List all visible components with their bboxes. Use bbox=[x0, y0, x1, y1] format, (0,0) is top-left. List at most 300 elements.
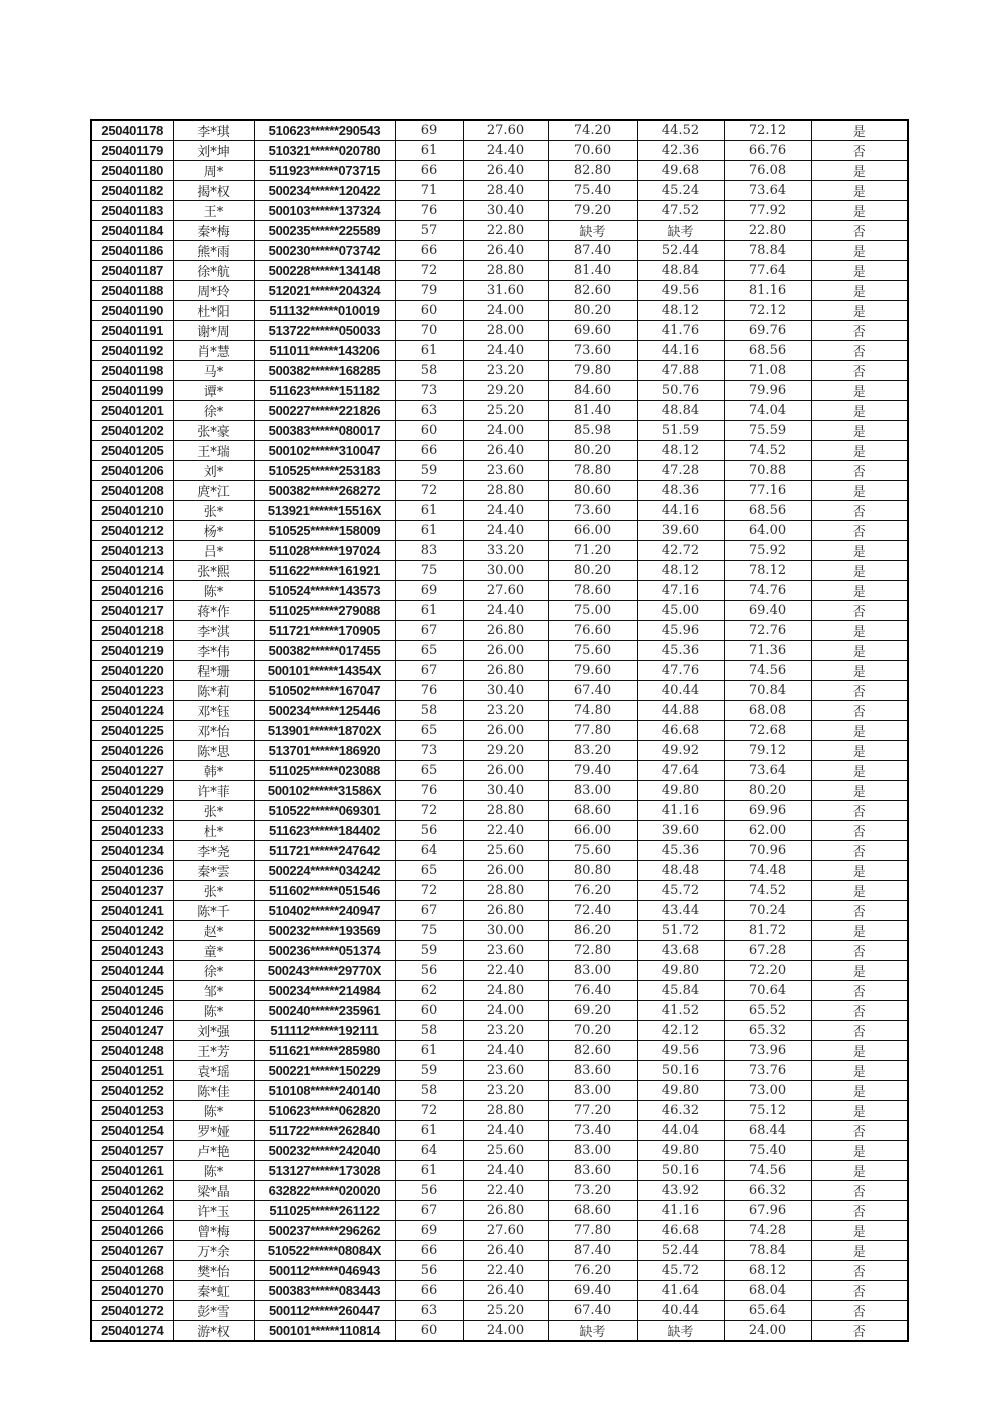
cell-score-interview: 67.40 bbox=[548, 1301, 637, 1321]
cell-candidate-id: 250401248 bbox=[91, 1041, 173, 1061]
cell-name: 揭*权 bbox=[173, 181, 254, 201]
cell-candidate-id: 250401205 bbox=[91, 441, 173, 461]
cell-score-written-weighted: 24.40 bbox=[463, 1161, 548, 1181]
cell-score-total: 75.92 bbox=[724, 541, 811, 561]
cell-candidate-id: 250401252 bbox=[91, 1081, 173, 1101]
cell-score-interview: 72.40 bbox=[548, 901, 637, 921]
cell-id-number: 510321******020780 bbox=[254, 141, 395, 161]
cell-qualified-flag: 否 bbox=[811, 321, 908, 341]
cell-id-number: 500227******221826 bbox=[254, 401, 395, 421]
table-row bbox=[91, 1221, 908, 1241]
table-row bbox=[91, 441, 908, 461]
cell-name: 刘*坤 bbox=[173, 141, 254, 161]
cell-qualified-flag: 否 bbox=[811, 841, 908, 861]
cell-score-total: 68.12 bbox=[724, 1261, 811, 1281]
cell-name: 邓*钰 bbox=[173, 701, 254, 721]
cell-score-written: 66 bbox=[395, 1281, 463, 1301]
cell-score-total: 72.20 bbox=[724, 961, 811, 981]
cell-qualified-flag: 否 bbox=[811, 901, 908, 921]
cell-score-written-weighted: 30.40 bbox=[463, 681, 548, 701]
cell-name: 肖*慧 bbox=[173, 341, 254, 361]
table-row bbox=[91, 541, 908, 561]
cell-score-written: 66 bbox=[395, 241, 463, 261]
cell-score-written-weighted: 23.20 bbox=[463, 361, 548, 381]
cell-score-interview: 80.20 bbox=[548, 441, 637, 461]
table-row bbox=[91, 1001, 908, 1021]
cell-candidate-id: 250401219 bbox=[91, 641, 173, 661]
cell-score-written: 76 bbox=[395, 781, 463, 801]
cell-score-interview: 缺考 bbox=[548, 1321, 637, 1342]
cell-qualified-flag: 否 bbox=[811, 1201, 908, 1221]
cell-qualified-flag: 否 bbox=[811, 1001, 908, 1021]
cell-name: 徐*航 bbox=[173, 261, 254, 281]
cell-score-written-weighted: 26.80 bbox=[463, 621, 548, 641]
cell-id-number: 511602******051546 bbox=[254, 881, 395, 901]
cell-score-interview-weighted: 47.28 bbox=[637, 461, 724, 481]
cell-score-interview-weighted: 47.88 bbox=[637, 361, 724, 381]
cell-score-interview-weighted: 41.16 bbox=[637, 1201, 724, 1221]
cell-name: 袁*瑶 bbox=[173, 1061, 254, 1081]
cell-id-number: 500112******260447 bbox=[254, 1301, 395, 1321]
cell-score-interview-weighted: 缺考 bbox=[637, 221, 724, 241]
cell-score-written: 56 bbox=[395, 1261, 463, 1281]
cell-score-total: 71.36 bbox=[724, 641, 811, 661]
table-row bbox=[91, 1021, 908, 1041]
cell-score-written: 70 bbox=[395, 321, 463, 341]
cell-candidate-id: 250401261 bbox=[91, 1161, 173, 1181]
cell-id-number: 632822******020020 bbox=[254, 1181, 395, 1201]
cell-score-interview-weighted: 44.16 bbox=[637, 501, 724, 521]
cell-id-number: 511623******184402 bbox=[254, 821, 395, 841]
cell-score-interview: 80.80 bbox=[548, 861, 637, 881]
cell-candidate-id: 250401206 bbox=[91, 461, 173, 481]
cell-score-interview: 84.60 bbox=[548, 381, 637, 401]
cell-name: 秦*梅 bbox=[173, 221, 254, 241]
cell-candidate-id: 250401198 bbox=[91, 361, 173, 381]
cell-id-number: 510522******069301 bbox=[254, 801, 395, 821]
table-row bbox=[91, 120, 908, 141]
table-row bbox=[91, 301, 908, 321]
cell-score-total: 68.56 bbox=[724, 341, 811, 361]
cell-candidate-id: 250401267 bbox=[91, 1241, 173, 1261]
cell-id-number: 500102******31586X bbox=[254, 781, 395, 801]
cell-score-written: 60 bbox=[395, 1001, 463, 1021]
cell-score-total: 76.08 bbox=[724, 161, 811, 181]
cell-score-total: 72.76 bbox=[724, 621, 811, 641]
cell-score-written: 65 bbox=[395, 641, 463, 661]
cell-score-total: 65.52 bbox=[724, 1001, 811, 1021]
table-row bbox=[91, 221, 908, 241]
cell-name: 张* bbox=[173, 881, 254, 901]
cell-score-written: 67 bbox=[395, 661, 463, 681]
cell-score-total: 65.64 bbox=[724, 1301, 811, 1321]
cell-score-interview: 73.20 bbox=[548, 1181, 637, 1201]
cell-id-number: 500240******235961 bbox=[254, 1001, 395, 1021]
cell-score-interview: 69.60 bbox=[548, 321, 637, 341]
table-row bbox=[91, 1301, 908, 1321]
cell-id-number: 511622******161921 bbox=[254, 561, 395, 581]
cell-score-written-weighted: 26.40 bbox=[463, 161, 548, 181]
table-row bbox=[91, 321, 908, 341]
cell-score-written-weighted: 26.40 bbox=[463, 1281, 548, 1301]
cell-candidate-id: 250401202 bbox=[91, 421, 173, 441]
cell-candidate-id: 250401217 bbox=[91, 601, 173, 621]
cell-score-total: 68.56 bbox=[724, 501, 811, 521]
cell-score-interview-weighted: 41.16 bbox=[637, 801, 724, 821]
cell-candidate-id: 250401247 bbox=[91, 1021, 173, 1041]
cell-score-total: 75.40 bbox=[724, 1141, 811, 1161]
cell-name: 陈* bbox=[173, 581, 254, 601]
cell-score-written-weighted: 22.40 bbox=[463, 1181, 548, 1201]
cell-score-total: 73.00 bbox=[724, 1081, 811, 1101]
cell-id-number: 500235******225589 bbox=[254, 221, 395, 241]
cell-name: 谢*周 bbox=[173, 321, 254, 341]
cell-id-number: 511721******247642 bbox=[254, 841, 395, 861]
cell-id-number: 511025******023088 bbox=[254, 761, 395, 781]
cell-score-total: 68.44 bbox=[724, 1121, 811, 1141]
cell-name: 陈*莉 bbox=[173, 681, 254, 701]
cell-score-written: 69 bbox=[395, 1221, 463, 1241]
table-row bbox=[91, 601, 908, 621]
cell-score-total: 77.16 bbox=[724, 481, 811, 501]
cell-score-total: 74.56 bbox=[724, 661, 811, 681]
cell-id-number: 513701******186920 bbox=[254, 741, 395, 761]
cell-score-interview-weighted: 45.96 bbox=[637, 621, 724, 641]
cell-score-written-weighted: 23.20 bbox=[463, 1081, 548, 1101]
cell-score-written-weighted: 33.20 bbox=[463, 541, 548, 561]
cell-qualified-flag: 是 bbox=[811, 201, 908, 221]
cell-score-interview: 72.80 bbox=[548, 941, 637, 961]
cell-score-written: 58 bbox=[395, 701, 463, 721]
cell-score-interview: 73.60 bbox=[548, 341, 637, 361]
table-row bbox=[91, 901, 908, 921]
table-row bbox=[91, 881, 908, 901]
cell-score-interview: 75.60 bbox=[548, 641, 637, 661]
cell-candidate-id: 250401253 bbox=[91, 1101, 173, 1121]
cell-candidate-id: 250401245 bbox=[91, 981, 173, 1001]
cell-qualified-flag: 否 bbox=[811, 1121, 908, 1141]
cell-score-interview-weighted: 缺考 bbox=[637, 1321, 724, 1342]
cell-name: 童* bbox=[173, 941, 254, 961]
cell-score-interview: 76.40 bbox=[548, 981, 637, 1001]
results-table-body bbox=[91, 120, 908, 1341]
cell-name: 陈*千 bbox=[173, 901, 254, 921]
cell-score-written: 59 bbox=[395, 1061, 463, 1081]
cell-score-written-weighted: 26.40 bbox=[463, 441, 548, 461]
cell-score-written-weighted: 24.40 bbox=[463, 141, 548, 161]
cell-name: 邹* bbox=[173, 981, 254, 1001]
cell-name: 王*瑞 bbox=[173, 441, 254, 461]
table-row bbox=[91, 501, 908, 521]
table-row bbox=[91, 261, 908, 281]
cell-score-interview: 87.40 bbox=[548, 1241, 637, 1261]
cell-name: 程*珊 bbox=[173, 661, 254, 681]
cell-id-number: 500228******134148 bbox=[254, 261, 395, 281]
cell-score-written-weighted: 30.00 bbox=[463, 561, 548, 581]
cell-name: 熊*雨 bbox=[173, 241, 254, 261]
cell-qualified-flag: 是 bbox=[811, 381, 908, 401]
cell-name: 杨* bbox=[173, 521, 254, 541]
cell-score-interview-weighted: 47.64 bbox=[637, 761, 724, 781]
cell-score-interview: 83.00 bbox=[548, 781, 637, 801]
cell-score-interview-weighted: 43.44 bbox=[637, 901, 724, 921]
cell-score-total: 70.88 bbox=[724, 461, 811, 481]
cell-id-number: 500382******168285 bbox=[254, 361, 395, 381]
table-row bbox=[91, 1201, 908, 1221]
cell-candidate-id: 250401188 bbox=[91, 281, 173, 301]
cell-score-total: 67.28 bbox=[724, 941, 811, 961]
cell-id-number: 510522******08084X bbox=[254, 1241, 395, 1261]
cell-qualified-flag: 否 bbox=[811, 521, 908, 541]
cell-score-written: 67 bbox=[395, 621, 463, 641]
cell-name: 陈* bbox=[173, 1161, 254, 1181]
cell-score-written: 75 bbox=[395, 921, 463, 941]
cell-score-written: 58 bbox=[395, 1021, 463, 1041]
table-row bbox=[91, 641, 908, 661]
cell-score-interview-weighted: 39.60 bbox=[637, 521, 724, 541]
cell-score-interview-weighted: 50.76 bbox=[637, 381, 724, 401]
cell-score-interview: 83.00 bbox=[548, 1081, 637, 1101]
cell-score-written: 83 bbox=[395, 541, 463, 561]
cell-score-written-weighted: 26.00 bbox=[463, 861, 548, 881]
cell-score-total: 78.12 bbox=[724, 561, 811, 581]
cell-score-interview-weighted: 49.80 bbox=[637, 1081, 724, 1101]
cell-candidate-id: 250401190 bbox=[91, 301, 173, 321]
cell-qualified-flag: 是 bbox=[811, 761, 908, 781]
cell-score-interview: 79.60 bbox=[548, 661, 637, 681]
cell-score-total: 73.64 bbox=[724, 181, 811, 201]
cell-name: 秦*雲 bbox=[173, 861, 254, 881]
cell-score-interview: 75.60 bbox=[548, 841, 637, 861]
table-row bbox=[91, 841, 908, 861]
table-row bbox=[91, 1161, 908, 1181]
cell-qualified-flag: 否 bbox=[811, 221, 908, 241]
cell-score-written-weighted: 30.00 bbox=[463, 921, 548, 941]
cell-candidate-id: 250401199 bbox=[91, 381, 173, 401]
cell-score-written-weighted: 27.60 bbox=[463, 120, 548, 141]
cell-score-interview-weighted: 44.04 bbox=[637, 1121, 724, 1141]
cell-score-interview: 86.20 bbox=[548, 921, 637, 941]
cell-qualified-flag: 是 bbox=[811, 561, 908, 581]
table-row bbox=[91, 381, 908, 401]
cell-id-number: 500236******051374 bbox=[254, 941, 395, 961]
cell-score-interview: 82.60 bbox=[548, 281, 637, 301]
cell-qualified-flag: 是 bbox=[811, 881, 908, 901]
table-row bbox=[91, 241, 908, 261]
cell-score-written: 66 bbox=[395, 1241, 463, 1261]
cell-score-written: 57 bbox=[395, 221, 463, 241]
cell-name: 李*尧 bbox=[173, 841, 254, 861]
cell-score-total: 68.08 bbox=[724, 701, 811, 721]
cell-score-interview-weighted: 41.64 bbox=[637, 1281, 724, 1301]
cell-name: 许*玉 bbox=[173, 1201, 254, 1221]
cell-name: 游*权 bbox=[173, 1321, 254, 1342]
table-row bbox=[91, 1081, 908, 1101]
cell-score-written-weighted: 22.40 bbox=[463, 821, 548, 841]
cell-score-interview: 78.60 bbox=[548, 581, 637, 601]
cell-score-total: 73.64 bbox=[724, 761, 811, 781]
cell-name: 万*余 bbox=[173, 1241, 254, 1261]
cell-id-number: 511623******151182 bbox=[254, 381, 395, 401]
table-row bbox=[91, 1241, 908, 1261]
cell-score-interview: 68.60 bbox=[548, 801, 637, 821]
cell-qualified-flag: 否 bbox=[811, 701, 908, 721]
cell-candidate-id: 250401264 bbox=[91, 1201, 173, 1221]
cell-score-written: 69 bbox=[395, 581, 463, 601]
cell-id-number: 500382******017455 bbox=[254, 641, 395, 661]
cell-id-number: 500232******242040 bbox=[254, 1141, 395, 1161]
cell-qualified-flag: 是 bbox=[811, 161, 908, 181]
cell-id-number: 510108******240140 bbox=[254, 1081, 395, 1101]
cell-score-interview: 77.80 bbox=[548, 721, 637, 741]
cell-score-written: 76 bbox=[395, 201, 463, 221]
cell-id-number: 513921******15516X bbox=[254, 501, 395, 521]
cell-candidate-id: 250401246 bbox=[91, 1001, 173, 1021]
cell-id-number: 500103******137324 bbox=[254, 201, 395, 221]
cell-qualified-flag: 否 bbox=[811, 501, 908, 521]
cell-candidate-id: 250401208 bbox=[91, 481, 173, 501]
cell-score-interview: 76.20 bbox=[548, 881, 637, 901]
cell-id-number: 513127******173028 bbox=[254, 1161, 395, 1181]
cell-score-written-weighted: 27.60 bbox=[463, 581, 548, 601]
cell-score-interview: 73.40 bbox=[548, 1121, 637, 1141]
cell-score-written-weighted: 24.00 bbox=[463, 301, 548, 321]
results-table-container bbox=[90, 119, 907, 1340]
cell-qualified-flag: 是 bbox=[811, 1241, 908, 1261]
cell-candidate-id: 250401251 bbox=[91, 1061, 173, 1081]
cell-qualified-flag: 是 bbox=[811, 961, 908, 981]
cell-id-number: 500234******120422 bbox=[254, 181, 395, 201]
cell-score-written-weighted: 24.00 bbox=[463, 421, 548, 441]
cell-name: 马* bbox=[173, 361, 254, 381]
cell-id-number: 500224******034242 bbox=[254, 861, 395, 881]
cell-score-interview-weighted: 49.56 bbox=[637, 281, 724, 301]
cell-name: 刘* bbox=[173, 461, 254, 481]
cell-qualified-flag: 是 bbox=[811, 120, 908, 141]
cell-qualified-flag: 否 bbox=[811, 601, 908, 621]
cell-name: 王*芳 bbox=[173, 1041, 254, 1061]
table-row bbox=[91, 941, 908, 961]
cell-id-number: 510502******167047 bbox=[254, 681, 395, 701]
cell-score-total: 74.56 bbox=[724, 1161, 811, 1181]
table-row bbox=[91, 1281, 908, 1301]
cell-score-written-weighted: 28.80 bbox=[463, 1101, 548, 1121]
cell-score-written-weighted: 25.60 bbox=[463, 841, 548, 861]
cell-score-interview: 66.00 bbox=[548, 521, 637, 541]
cell-score-total: 69.96 bbox=[724, 801, 811, 821]
cell-name: 秦*虹 bbox=[173, 1281, 254, 1301]
cell-candidate-id: 250401183 bbox=[91, 201, 173, 221]
cell-score-written: 69 bbox=[395, 120, 463, 141]
cell-score-written-weighted: 22.40 bbox=[463, 1261, 548, 1281]
cell-score-written-weighted: 24.40 bbox=[463, 341, 548, 361]
cell-score-interview-weighted: 48.84 bbox=[637, 261, 724, 281]
cell-candidate-id: 250401237 bbox=[91, 881, 173, 901]
cell-score-total: 72.68 bbox=[724, 721, 811, 741]
cell-score-total: 72.12 bbox=[724, 120, 811, 141]
cell-score-total: 66.32 bbox=[724, 1181, 811, 1201]
cell-score-interview-weighted: 40.44 bbox=[637, 681, 724, 701]
cell-score-written: 64 bbox=[395, 1141, 463, 1161]
table-row bbox=[91, 481, 908, 501]
cell-score-interview-weighted: 48.48 bbox=[637, 861, 724, 881]
cell-name: 卢*艳 bbox=[173, 1141, 254, 1161]
cell-qualified-flag: 否 bbox=[811, 981, 908, 1001]
cell-score-total: 78.84 bbox=[724, 1241, 811, 1261]
cell-score-total: 74.52 bbox=[724, 881, 811, 901]
cell-score-interview: 79.40 bbox=[548, 761, 637, 781]
cell-candidate-id: 250401243 bbox=[91, 941, 173, 961]
cell-id-number: 500237******296262 bbox=[254, 1221, 395, 1241]
cell-score-interview-weighted: 51.72 bbox=[637, 921, 724, 941]
cell-name: 吕* bbox=[173, 541, 254, 561]
table-row bbox=[91, 801, 908, 821]
table-row bbox=[91, 581, 908, 601]
cell-score-written: 63 bbox=[395, 1301, 463, 1321]
cell-id-number: 511923******073715 bbox=[254, 161, 395, 181]
table-row bbox=[91, 421, 908, 441]
table-row bbox=[91, 361, 908, 381]
cell-score-total: 22.80 bbox=[724, 221, 811, 241]
cell-score-total: 69.76 bbox=[724, 321, 811, 341]
cell-score-written-weighted: 30.40 bbox=[463, 781, 548, 801]
cell-score-total: 67.96 bbox=[724, 1201, 811, 1221]
cell-score-written-weighted: 28.80 bbox=[463, 801, 548, 821]
cell-score-written: 61 bbox=[395, 1041, 463, 1061]
table-row bbox=[91, 981, 908, 1001]
cell-score-total: 78.84 bbox=[724, 241, 811, 261]
cell-score-written: 76 bbox=[395, 681, 463, 701]
table-row bbox=[91, 621, 908, 641]
cell-score-total: 80.20 bbox=[724, 781, 811, 801]
cell-candidate-id: 250401244 bbox=[91, 961, 173, 981]
cell-name: 王* bbox=[173, 201, 254, 221]
cell-id-number: 511721******170905 bbox=[254, 621, 395, 641]
cell-score-written: 61 bbox=[395, 521, 463, 541]
cell-qualified-flag: 是 bbox=[811, 301, 908, 321]
table-row bbox=[91, 281, 908, 301]
cell-score-written-weighted: 28.80 bbox=[463, 881, 548, 901]
cell-score-written: 59 bbox=[395, 941, 463, 961]
cell-score-total: 77.92 bbox=[724, 201, 811, 221]
cell-score-interview-weighted: 39.60 bbox=[637, 821, 724, 841]
cell-score-total: 74.04 bbox=[724, 401, 811, 421]
cell-score-interview-weighted: 47.16 bbox=[637, 581, 724, 601]
cell-qualified-flag: 是 bbox=[811, 481, 908, 501]
cell-score-written: 61 bbox=[395, 501, 463, 521]
cell-score-interview-weighted: 40.44 bbox=[637, 1301, 724, 1321]
cell-id-number: 500230******073742 bbox=[254, 241, 395, 261]
cell-id-number: 500221******150229 bbox=[254, 1061, 395, 1081]
cell-score-total: 65.32 bbox=[724, 1021, 811, 1041]
cell-score-interview: 74.20 bbox=[548, 120, 637, 141]
cell-score-written: 66 bbox=[395, 161, 463, 181]
cell-score-interview-weighted: 50.16 bbox=[637, 1161, 724, 1181]
cell-score-interview: 82.80 bbox=[548, 161, 637, 181]
cell-score-written-weighted: 26.80 bbox=[463, 901, 548, 921]
cell-score-total: 81.72 bbox=[724, 921, 811, 941]
cell-score-interview-weighted: 45.36 bbox=[637, 841, 724, 861]
cell-score-written: 62 bbox=[395, 981, 463, 1001]
cell-candidate-id: 250401241 bbox=[91, 901, 173, 921]
cell-score-total: 81.16 bbox=[724, 281, 811, 301]
cell-qualified-flag: 否 bbox=[811, 461, 908, 481]
cell-name: 徐* bbox=[173, 401, 254, 421]
cell-candidate-id: 250401180 bbox=[91, 161, 173, 181]
cell-candidate-id: 250401225 bbox=[91, 721, 173, 741]
cell-qualified-flag: 否 bbox=[811, 361, 908, 381]
cell-candidate-id: 250401216 bbox=[91, 581, 173, 601]
